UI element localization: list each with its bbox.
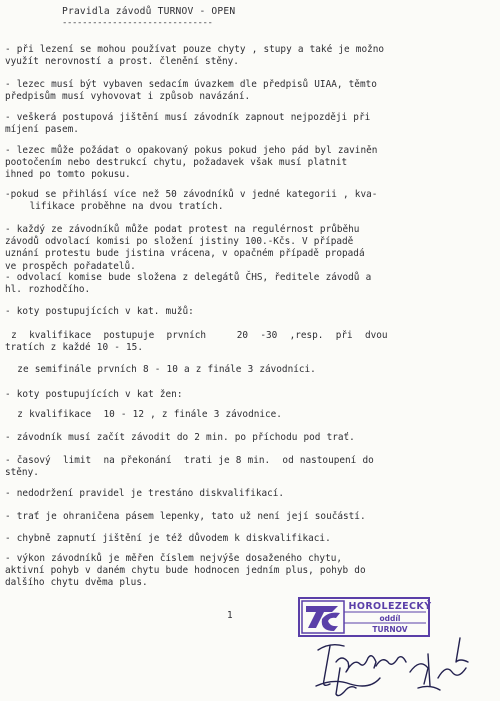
rule-paragraph: - lezec musí být vybaven sedacím úvazkem dle předpisů UIAA, těmto předpisům musí vyhovovat i způsob navázání. xyxy=(5,79,377,103)
rule-paragraph: - časový limit na překonání trati je 8 min. od nastoupení do stěny. xyxy=(5,455,374,479)
page-number: 1 xyxy=(227,610,233,621)
rule-paragraph: - chybně zapnutí jištění je též důvodem k diskvalifikaci. xyxy=(5,533,331,544)
rule-paragraph: - odvolací komise bude složena z delegátů ČHS, ředitele závodů a hl. rozhodčího. xyxy=(5,272,372,296)
stamp-club-name: HOROLEZECKÝ xyxy=(348,601,432,612)
rule-paragraph: -pokud se přihlásí více než 50 závodníků v jedné kategorii , kva- lifikace proběhne na dvou tratích. xyxy=(5,189,378,213)
rule-paragraph: - závodník musí začít závodit do 2 min. po příchodu pod trať. xyxy=(5,432,355,443)
rule-paragraph: - koty postupujících v kat. mužů: xyxy=(5,306,194,317)
rule-paragraph: - nedodržení pravidel je trestáno diskvalifikací. xyxy=(5,488,285,499)
document-title: Pravidla závodů TURNOV - OPEN xyxy=(62,6,236,17)
rule-paragraph: - každý ze závodníků může podat protest na regulérnost průběhu závodů odvolací komisi po složení jistiny 100.-Kčs. V případě uznání protestu bude jistina vrácena, v opačném případě propadá ve prospěch pořadatelů. xyxy=(5,224,365,272)
rule-paragraph: - veškerá postupová jištění musí závodník zapnout nejpozději při míjení pasem. xyxy=(5,112,371,136)
rule-paragraph: z kvalifikace 10 - 12 , z finále 3 závodnice. xyxy=(5,409,282,420)
rule-paragraph: z kvalifikace postupuje prvních 20 -30 ,resp. při dvou tratích z každé 10 - 15. xyxy=(5,330,388,354)
rule-paragraph: - trať je ohraničena pásem lepenky, tato už není její součástí. xyxy=(5,511,366,522)
stamp-club-town: TURNOV xyxy=(372,625,408,634)
rule-paragraph: - při lezení se mohou používat pouze chyty , stupy a také je možno využít nerovností a prost. členění stěny. xyxy=(5,44,385,68)
rule-paragraph: - lezec může požádat o opakovaný pokus pokud jeho pád byl zaviněn pootočením nebo destrukcí chytu, požadavek však musí platnit ihned po tomto pokusu. xyxy=(5,145,378,181)
rule-paragraph: ze semifinále prvních 8 - 10 a z finále 3 závodníci. xyxy=(5,364,316,375)
title-underline: ------------------------------ xyxy=(62,18,213,28)
signature-icon xyxy=(310,628,490,698)
rule-paragraph: - výkon závodníků je měřen číslem nejvýše dosaženého chytu, aktivní pohyb v daném chytu bude hodnocen jedním plus, pohyb do dalšího chytu dvěma plus. xyxy=(5,553,366,589)
stamp-club-type: oddíl xyxy=(379,614,401,623)
rule-paragraph: - koty postupujících v kat žen: xyxy=(5,389,183,400)
